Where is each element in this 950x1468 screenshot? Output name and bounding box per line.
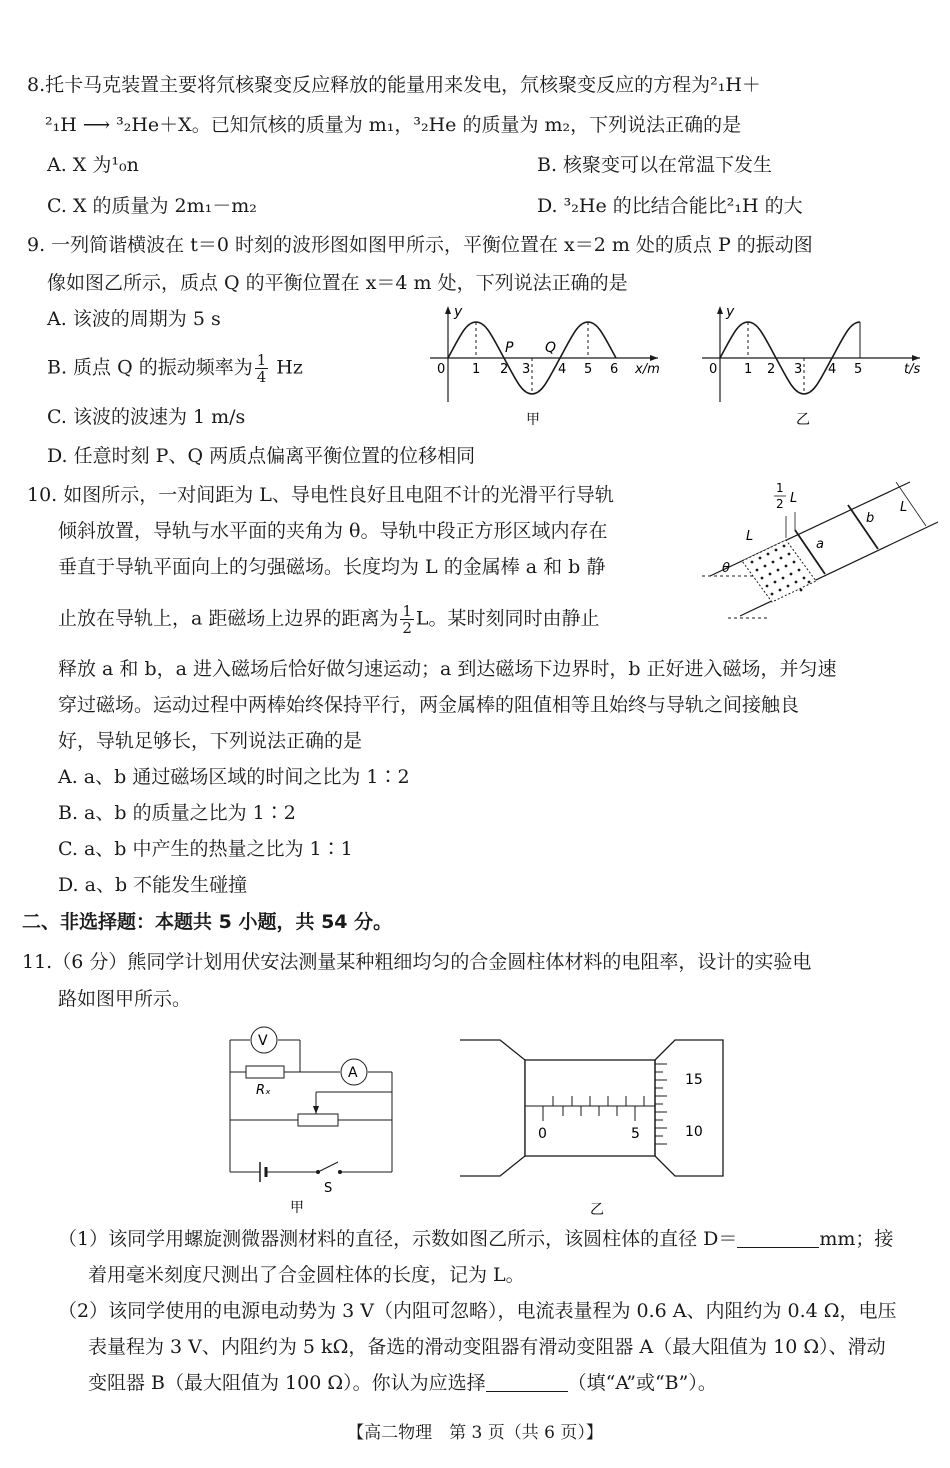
thimble-ticks [655, 1064, 667, 1144]
micrometer-caption: 乙 [590, 1202, 604, 1218]
page-footer: 【高二物理 第 3 页（共 6 页）】 [347, 1423, 603, 1443]
rod-b-label: b [866, 511, 875, 526]
vibration-tick-4: 4 [828, 362, 837, 377]
wave-tick-1: 1 [472, 362, 481, 377]
vibration-tick-5: 5 [854, 362, 863, 377]
rheostat [298, 1114, 338, 1126]
q8-stem-line1: 8.托卡马克装置主要将氘核聚变反应释放的能量用来发电，氘核聚变反应的方程为²₁H＋ [27, 74, 761, 96]
q9-option-c: C. 该波的波速为 1 m/s [47, 406, 246, 428]
q9-stem-line2: 像如图乙所示，质点 Q 的平衡位置在 x＝4 m 处，下列说法正确的是 [47, 272, 628, 294]
q10-stem-line1: 10. 如图所示，一对间距为 L、导电性良好且电阻不计的光滑平行导轨 [27, 484, 614, 506]
magnetic-field-region [742, 540, 816, 602]
wave-caption: 甲 [526, 412, 540, 428]
q10-option-a: A. a、b 通过磁场区域的时间之比为 1∶2 [58, 766, 410, 788]
q9-stem-line1: 9. 一列简谐横波在 t＝0 时刻的波形图如图甲所示，平衡位置在 x＝2 m 处的质点 P 的振动图 [27, 234, 813, 256]
q9-option-b-unit: Hz [270, 356, 303, 379]
q11-part1-line2: 着用毫米刻度尺测出了合金圆柱体的长度，记为 L。 [88, 1264, 525, 1286]
q10-stem-line2: 倾斜放置，导轨与水平面的夹角为 θ。导轨中段正方形区域内存在 [58, 520, 608, 542]
micrometer-thimble [655, 1040, 723, 1176]
q8-option-a: A. X 为¹₀n [47, 154, 139, 176]
q10-stem-line7: 好，导轨足够长，下列说法正确的是 [58, 730, 363, 752]
rheostat-answer-blank[interactable] [486, 1373, 568, 1392]
vibration-tick-2: 2 [767, 362, 776, 377]
wave-tick-0: 0 [437, 362, 446, 377]
section-heading: 二、非选择题：本题共 5 小题，共 54 分。 [22, 911, 393, 933]
vibration-y-label: y [726, 304, 735, 320]
circuit-caption: 甲 [290, 1200, 304, 1216]
vibration-tick-3: 3 [794, 362, 803, 377]
rail-gap-L-label: L [900, 500, 908, 515]
q10-stem-line4-tail: L。某时刻同时由静止 [415, 607, 600, 630]
q10-rail-diagram [700, 478, 940, 628]
q11-part2-line2: 表量程为 3 V、内阻约为 5 kΩ，备选的滑动变阻器有滑动变阻器 A（最大阻值为 10 Ω）、滑动 [88, 1336, 886, 1358]
q8-option-b: B. 核聚变可以在常温下发生 [537, 154, 773, 176]
thimble-10: 10 [685, 1124, 703, 1140]
q8-stem-line2: ²₁H ⟶ ³₂He＋X。已知氘核的质量为 m₁，³₂He 的质量为 m₂，下列说法正确的是 [45, 114, 742, 136]
wave-tick-4: 4 [558, 362, 567, 377]
q11-circuit-diagram [220, 1022, 420, 1220]
q9-vibration-graph [692, 300, 942, 430]
q9-option-d: D. 任意时刻 P、Q 两质点偏离平衡位置的位移相同 [47, 445, 476, 467]
q8-option-c: C. X 的质量为 2m₁－m₂ [47, 195, 257, 217]
q10-option-d: D. a、b 不能发生碰撞 [58, 874, 248, 896]
vibration-x-label: t/s [904, 362, 921, 377]
resistor-rx [246, 1066, 284, 1078]
q11-part1-text: （1）该同学用螺旋测微器测材料的直径，示数如图乙所示，该圆柱体的直径 D＝ [58, 1228, 738, 1250]
wave-point-q: Q [545, 340, 557, 356]
q11-part2-text: 变阻器 B（最大阻值为 100 Ω）。你认为应选择 [88, 1372, 486, 1394]
q9-option-a: A. 该波的周期为 5 s [47, 308, 221, 330]
switch [318, 1162, 338, 1172]
q8-option-d: D. ³₂He 的比结合能比²₁H 的大 [537, 195, 803, 217]
main-scale-0: 0 [538, 1126, 547, 1142]
theta-label: θ [722, 561, 730, 576]
wave-tick-6: 6 [610, 362, 619, 377]
region-L-label: L [746, 529, 754, 544]
wave-point-p: P [505, 340, 514, 356]
q11-micrometer-diagram [455, 1028, 735, 1223]
q9-option-b-text: B. 质点 Q 的振动频率为 [47, 356, 253, 379]
q9-option-b [47, 352, 303, 385]
q11-stem-line1: 11.（6 分）熊同学计划用伏安法测量某种粗细均匀的合金圆柱体材料的电阻率，设计的实验电 [22, 951, 812, 973]
q11-part2-tail: （填“A”或“B”）。 [567, 1372, 717, 1394]
wave-tick-5: 5 [584, 362, 593, 377]
ammeter-label: A [348, 1065, 358, 1081]
q9-option-b-fraction: $\frac{1}{4}$ [256, 351, 267, 386]
q11-part1-line1 [58, 1226, 893, 1252]
q10-option-b: B. a、b 的质量之比为 1∶2 [58, 802, 296, 824]
switch-label: S [324, 1181, 333, 1196]
vibration-tick-0: 0 [709, 362, 718, 377]
wave-tick-3: 3 [522, 362, 531, 377]
wave-x-label: x/m [635, 362, 660, 377]
q11-part1-unit: mm；接 [819, 1228, 894, 1250]
q10-stem-line6: 穿过磁场。运动过程中两棒始终保持平行，两金属棒的阻值相等且始终与导轨之间接触良 [58, 694, 800, 716]
diameter-answer-blank[interactable] [737, 1229, 819, 1248]
q10-stem-line4-text: 止放在导轨上，a 距磁场上边界的距离为 [58, 607, 399, 630]
rod-a-label: a [816, 537, 824, 552]
q10-stem-line3: 垂直于导轨平面向上的匀强磁场。长度均为 L 的金属棒 a 和 b 静 [58, 556, 606, 578]
half-label-num: 1 [776, 481, 784, 495]
q11-part2-line3 [88, 1370, 717, 1396]
wave-y-label: y [454, 304, 463, 320]
q10-option-c: C. a、b 中产生的热量之比为 1∶1 [58, 838, 353, 860]
wave-tick-2: 2 [500, 362, 509, 377]
resistor-rx-label: Rₓ [256, 1083, 271, 1098]
q11-stem-line2: 路如图甲所示。 [58, 988, 192, 1010]
q11-part2-line1: （2）该同学使用的电源电动势为 3 V（内阻可忽略），电流表量程为 0.6 A、内阻约为 0.4 Ω，电压 [58, 1300, 897, 1322]
vibration-caption: 乙 [796, 412, 810, 428]
main-scale-5: 5 [631, 1126, 640, 1142]
thimble-15: 15 [685, 1072, 703, 1088]
q10-stem-line5: 释放 a 和 b，a 进入磁场后恰好做匀速运动；a 到达磁场下边界时，b 正好进入磁场，并匀速 [58, 658, 837, 680]
q10-half-fraction: $\frac{1}{2}$ [402, 602, 412, 637]
vibration-tick-1: 1 [744, 362, 753, 377]
half-label-den: 2 [776, 497, 784, 511]
q9-wave-graph [420, 300, 680, 430]
half-label-L: L [790, 491, 798, 506]
q10-stem-line4 [58, 603, 600, 636]
voltmeter-label: V [258, 1033, 268, 1049]
